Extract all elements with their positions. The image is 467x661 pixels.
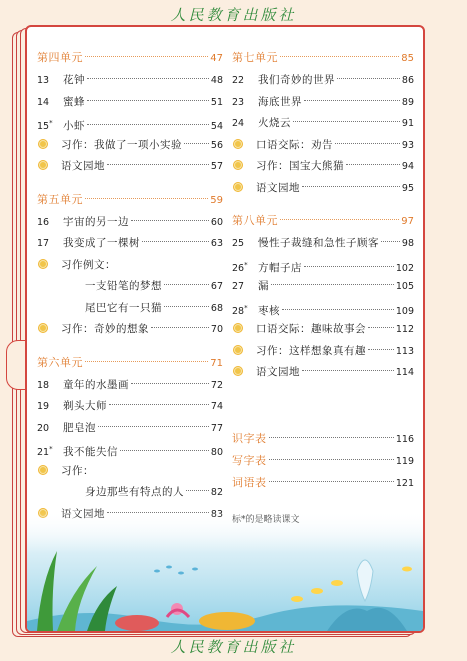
page-number: 82 — [210, 487, 223, 498]
toc-entry[interactable] — [37, 92, 223, 114]
unit-heading[interactable] — [37, 354, 223, 375]
toc-entry[interactable] — [232, 113, 414, 135]
page-number: 56 — [210, 139, 223, 151]
bullet-flower-icon — [37, 466, 61, 474]
bullet-flower-icon — [232, 367, 256, 375]
dot-leader — [335, 143, 400, 144]
toc-entry[interactable] — [37, 113, 223, 135]
entry-title: 习作例文： — [61, 258, 116, 271]
dot-leader — [304, 266, 394, 267]
bullet-flower-icon — [37, 140, 61, 148]
lesson-number: 26* — [232, 260, 248, 274]
toc-entry[interactable] — [37, 255, 223, 277]
page-number: 57 — [210, 161, 223, 172]
toc-entry[interactable] — [232, 156, 414, 178]
page-number: 71 — [210, 357, 223, 369]
appendix-title: 写字表 — [232, 453, 267, 467]
lesson-number: 13 — [37, 75, 50, 86]
dot-leader — [280, 56, 399, 57]
dot-leader — [98, 426, 209, 427]
unit-title: 第六单元 — [37, 355, 83, 369]
entry-title: 语文园地 — [256, 366, 300, 378]
dot-leader — [151, 327, 209, 328]
entry-title: 一支铅笔的梦想 — [85, 280, 162, 292]
entry-title: 口语交际：趣味故事会 — [256, 323, 366, 335]
toc-right-column — [232, 49, 414, 525]
dot-leader — [269, 437, 394, 438]
entry-title: 慢性子裁缝和急性子顾客 — [258, 237, 379, 249]
unit-title: 第八单元 — [232, 214, 278, 227]
toc-entry[interactable] — [232, 276, 414, 298]
page-number: 121 — [395, 477, 414, 489]
entry-title: 方帽子店 — [258, 261, 302, 274]
dot-leader — [293, 121, 400, 122]
toc-left-column — [37, 49, 223, 525]
page-number: 98 — [401, 238, 414, 249]
dot-leader — [346, 164, 400, 165]
dot-leader — [142, 241, 209, 242]
dot-leader — [85, 198, 208, 199]
page-number: 67 — [210, 281, 223, 292]
lesson-number: 20 — [37, 422, 50, 434]
lesson-number: 16 — [37, 216, 50, 228]
entry-title: 尾巴它有一只猫 — [85, 301, 162, 314]
appendix-list — [232, 428, 414, 494]
unit-heading[interactable] — [232, 212, 414, 233]
appendix-entry[interactable] — [232, 428, 414, 450]
bullet-flower-icon — [232, 324, 256, 332]
dot-leader — [87, 124, 209, 125]
page-number: 51 — [210, 96, 223, 108]
page-number: 80 — [210, 447, 223, 459]
dot-leader — [368, 327, 394, 328]
toc-entry[interactable] — [232, 362, 414, 384]
toc-entry[interactable] — [232, 341, 414, 363]
page-number: 109 — [395, 305, 414, 317]
toc-entry[interactable] — [37, 418, 223, 440]
unit-heading[interactable] — [37, 191, 223, 212]
sea-illustration — [27, 511, 423, 631]
lesson-number: 14 — [37, 96, 50, 108]
toc-entry[interactable] — [37, 276, 223, 298]
dot-leader — [186, 490, 209, 491]
toc-entry[interactable] — [232, 92, 414, 114]
page-number: 77 — [210, 422, 223, 434]
appendix-entry[interactable] — [232, 472, 414, 494]
page-number: 116 — [395, 433, 414, 445]
entry-title: 习作： — [61, 464, 94, 477]
entry-title: 语文园地 — [256, 181, 300, 194]
entry-title: 童年的水墨画 — [63, 378, 129, 391]
bullet-flower-icon — [232, 346, 256, 354]
page-number: 63 — [210, 238, 223, 249]
skim-reading-star-icon: * — [244, 303, 248, 312]
dot-leader — [304, 100, 400, 101]
dot-leader — [271, 284, 394, 285]
toc-entry[interactable] — [232, 70, 414, 92]
dot-leader — [131, 220, 209, 221]
entry-title: 我们奇妙的世界 — [258, 74, 335, 86]
entry-title: 习作：这样想象真有趣 — [256, 344, 366, 357]
page-number: 47 — [210, 53, 223, 64]
page-number: 85 — [401, 53, 414, 64]
toc-entry[interactable] — [232, 135, 414, 157]
appendix-entry[interactable] — [232, 450, 414, 472]
page-number: 102 — [395, 262, 414, 274]
unit-title: 第七单元 — [232, 51, 278, 64]
entry-title: 火烧云 — [258, 117, 291, 129]
bullet-flower-icon — [232, 161, 256, 169]
lesson-number: 23 — [232, 96, 245, 108]
toc-entry[interactable] — [232, 255, 414, 277]
toc-entry[interactable] — [37, 233, 223, 255]
toc-entry[interactable] — [37, 319, 223, 341]
lesson-number: 25 — [232, 238, 245, 249]
toc-entry[interactable] — [37, 156, 223, 178]
toc-entry[interactable] — [232, 233, 414, 255]
toc-entry[interactable] — [37, 461, 223, 483]
dot-leader — [131, 383, 209, 384]
page-number: 48 — [210, 75, 223, 86]
page-number: 89 — [401, 96, 414, 108]
entry-title: 宇宙的另一边 — [63, 215, 129, 228]
entry-title: 蜜蜂 — [63, 95, 85, 108]
entry-title: 漏 — [258, 280, 269, 292]
entry-title: 我变成了一棵树 — [63, 237, 140, 249]
entry-title: 肥皂泡 — [63, 421, 96, 434]
lesson-number: 27 — [232, 281, 245, 292]
page-number: 91 — [401, 118, 414, 129]
dot-leader — [302, 186, 400, 187]
appendix-title: 词语表 — [232, 475, 267, 489]
appendix-title: 识字表 — [232, 431, 267, 445]
toc-entry[interactable] — [37, 375, 223, 397]
toc-page — [25, 25, 425, 633]
dot-leader — [269, 459, 394, 460]
dot-leader — [282, 309, 394, 310]
unit-title: 第五单元 — [37, 192, 83, 206]
entry-title: 身边那些有特点的人 — [85, 486, 184, 498]
dot-leader — [337, 78, 400, 79]
page-number: 54 — [210, 121, 223, 133]
skim-reading-star-icon: * — [244, 260, 248, 269]
page-number: 93 — [401, 139, 414, 151]
publisher-logo-top: 人民教育出版社 — [170, 6, 297, 24]
bullet-flower-icon — [37, 324, 61, 332]
lesson-number: 19 — [37, 401, 50, 412]
entry-title: 口语交际：劝告 — [256, 138, 333, 151]
page-number: 68 — [210, 302, 223, 314]
lesson-number: 21* — [37, 445, 53, 459]
dot-leader — [368, 349, 394, 350]
bullet-flower-icon — [37, 260, 61, 268]
toc-entry[interactable] — [232, 319, 414, 341]
page-number: 94 — [401, 161, 414, 172]
dot-leader — [164, 284, 209, 285]
toc-entry[interactable] — [37, 70, 223, 92]
skim-reading-star-icon: * — [49, 445, 53, 453]
entry-title: 小虾 — [63, 120, 85, 133]
entry-title: 语文园地 — [61, 160, 105, 172]
dot-leader — [381, 241, 400, 242]
page-number: 113 — [395, 345, 414, 357]
dot-leader — [87, 100, 209, 101]
lesson-number: 28* — [232, 303, 248, 317]
toc-entry[interactable] — [37, 298, 223, 320]
bullet-flower-icon — [232, 183, 256, 191]
toc-entry[interactable] — [37, 439, 223, 461]
page-number: 86 — [401, 75, 414, 86]
dot-leader — [109, 404, 209, 405]
bullet-flower-icon — [37, 161, 61, 169]
toc-entry[interactable] — [37, 482, 223, 504]
bullet-flower-icon — [232, 140, 256, 148]
page-number: 119 — [395, 455, 414, 467]
page-number: 114 — [395, 367, 414, 378]
unit-heading[interactable] — [232, 49, 414, 70]
dot-leader — [302, 370, 394, 371]
entry-title: 花钟 — [63, 74, 85, 86]
dot-leader — [280, 219, 399, 220]
unit-title: 第四单元 — [37, 51, 83, 64]
page-number: 72 — [210, 379, 223, 391]
dot-leader — [164, 306, 209, 307]
page-number: 105 — [395, 281, 414, 292]
page-number: 97 — [401, 216, 414, 227]
toc-entry[interactable] — [37, 396, 223, 418]
toc-entry[interactable] — [232, 178, 414, 200]
page-number: 95 — [401, 182, 414, 194]
page-number: 74 — [210, 401, 223, 412]
dot-leader — [120, 450, 209, 451]
lesson-number: 18 — [37, 379, 50, 391]
dot-leader — [85, 56, 208, 57]
entry-title: 我不能失信 — [63, 446, 118, 459]
entry-title: 海底世界 — [258, 95, 302, 108]
entry-title: 习作：国宝大熊猫 — [256, 160, 344, 172]
toc-entry[interactable] — [37, 135, 223, 157]
lesson-number: 22 — [232, 75, 245, 86]
lesson-number: 24 — [232, 118, 245, 129]
dot-leader — [184, 143, 209, 144]
page-number: 112 — [395, 324, 414, 335]
unit-heading[interactable] — [37, 49, 223, 70]
entry-title: 枣核 — [258, 304, 280, 317]
page-number: 60 — [210, 216, 223, 228]
toc-entry[interactable] — [232, 298, 414, 320]
page-number: 70 — [210, 324, 223, 335]
entry-title: 习作：我做了一项小实验 — [61, 138, 182, 151]
lesson-number: 15* — [37, 119, 53, 133]
entry-title: 剃头大师 — [63, 400, 107, 412]
page-number: 59 — [210, 194, 223, 206]
dot-leader — [269, 481, 394, 482]
dot-leader — [85, 361, 208, 362]
dot-leader — [107, 164, 209, 165]
entry-title: 习作：奇妙的想象 — [61, 323, 149, 335]
lesson-number: 17 — [37, 238, 50, 249]
toc-entry[interactable] — [37, 212, 223, 234]
skim-reading-star-icon: * — [49, 119, 53, 127]
dot-leader — [87, 78, 209, 79]
publisher-logo-bottom: 人民教育出版社 — [170, 638, 297, 656]
